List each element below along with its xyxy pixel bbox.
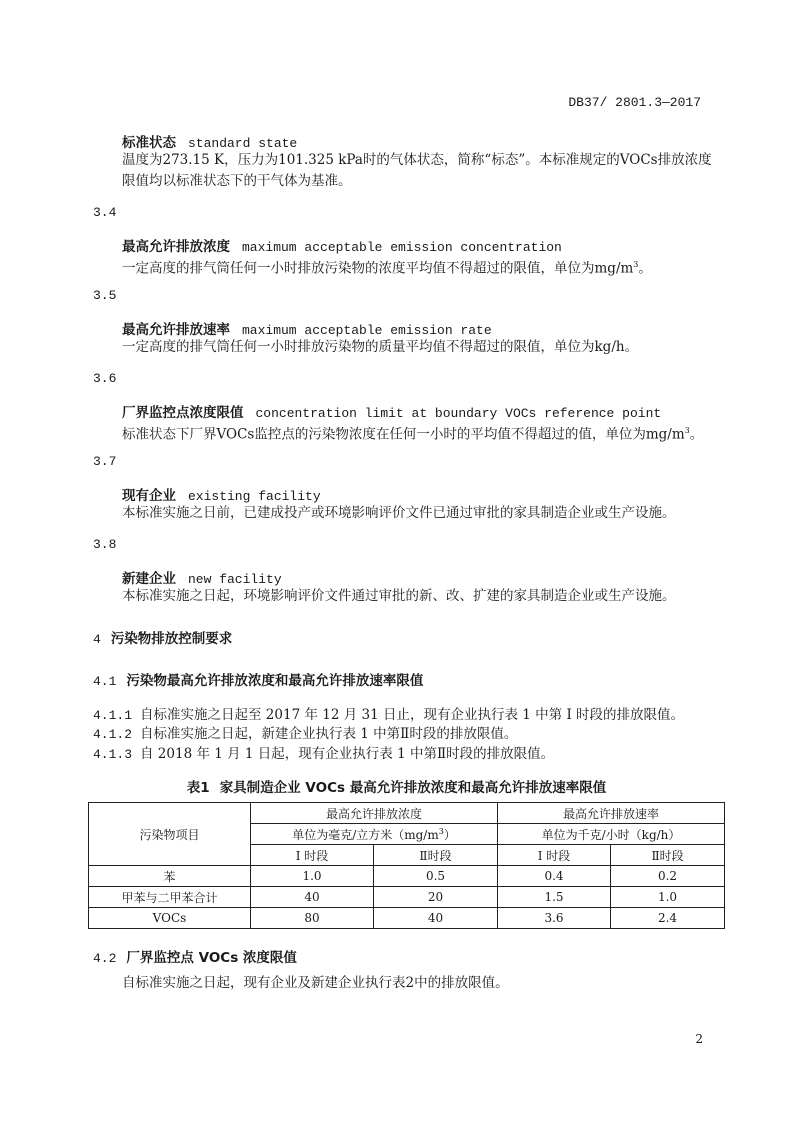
term-zh: 标准状态	[122, 135, 176, 151]
cell-concentration-p1: 40	[251, 887, 374, 908]
concentration-unit	[251, 824, 498, 845]
term-max-emission-rate	[122, 318, 492, 338]
table-caption-title: 家具制造企业 VOCs 最高允许排放浓度和最高允许排放速率限值	[219, 780, 607, 796]
section-heading	[93, 627, 232, 647]
term-desc-line: 本标准实施之日起，环境影响评价文件通过审批的新、改、扩建的家具制造企业或生产设施。	[122, 588, 676, 604]
column-header-period-2: Ⅱ时段	[374, 845, 498, 866]
table-caption	[0, 776, 793, 796]
page-number: 2	[695, 1032, 703, 1046]
cell-rate-p2: 0.2	[611, 866, 725, 887]
rate-unit: 单位为千克/小时（kg/h）	[498, 824, 725, 845]
clause-number: 3.6	[93, 371, 117, 386]
term-zh: 厂界监控点浓度限值	[122, 405, 244, 421]
term-en: concentration limit at boundary VOCs reference point	[255, 406, 662, 421]
section-number: 4	[93, 632, 101, 647]
section-number: 4.2	[93, 951, 117, 966]
superscript: 3	[633, 260, 639, 269]
column-header-period-1: I 时段	[498, 845, 611, 866]
clause-number: 3.4	[93, 205, 117, 220]
term-boundary-limit	[122, 401, 661, 421]
term-zh: 最高允许排放浓度	[122, 239, 230, 255]
clause-text: 自 2018 年 1 月 1 日起，现有企业执行表 1 中第Ⅱ时段的排放限值。	[140, 746, 555, 762]
clause-4-1-2	[93, 722, 517, 742]
term-desc-line: 本标准实施之日前，已建成投产或环境影响评价文件已通过审批的家具制造企业或生产设施。	[122, 505, 676, 521]
term-zh: 现有企业	[122, 488, 176, 504]
clause-number: 4.1.1	[93, 708, 133, 723]
clause-number: 3.8	[93, 537, 117, 552]
table-caption-number: 表1	[186, 780, 210, 796]
cell-concentration-p2: 40	[374, 908, 498, 929]
table-row	[89, 887, 725, 908]
document-code: DB37/ 2801.3—2017	[568, 95, 701, 110]
term-desc-end: 。	[689, 426, 704, 443]
section-number: 4.1	[93, 674, 117, 689]
table-row	[89, 866, 725, 887]
column-header-period-2: Ⅱ时段	[611, 845, 725, 866]
column-group-header-rate: 最高允许排放速率	[498, 803, 725, 824]
cell-rate-p2: 1.0	[611, 887, 725, 908]
clause-number: 4.1.2	[93, 727, 133, 742]
section-title: 污染物排放控制要求	[110, 631, 233, 647]
subsection-heading	[93, 669, 423, 689]
clause-number: 3.7	[93, 454, 117, 469]
column-group-header-concentration: 最高允许排放浓度	[251, 803, 498, 824]
row-item: 苯	[89, 866, 251, 887]
term-desc	[122, 420, 703, 446]
term-existing-facility	[122, 484, 321, 504]
cell-concentration-p1: 80	[251, 908, 374, 929]
column-header-period-1: I 时段	[251, 845, 374, 866]
term-en: standard state	[188, 136, 298, 151]
subsection-heading	[93, 946, 297, 966]
cell-concentration-p2: 20	[374, 887, 498, 908]
term-desc-text: 一定高度的排气筒任何一小时排放污染物的浓度平均值不得超过的限值，单位为mg/m	[122, 260, 634, 277]
section-4-2-text: 自标准实施之日起，现有企业及新建企业执行表2中的排放限值。	[122, 975, 509, 991]
emission-limits-table	[88, 802, 725, 929]
term-desc-text: 标准状态下厂界VOCs监控点的污染物浓度在任何一小时的平均值不得超过的值，单位为mg/m	[122, 426, 685, 443]
term-desc-line: 一定高度的排气筒任何一小时排放污染物的质量平均值不得超过的限值，单位为kg/h。	[122, 339, 639, 355]
term-standard-state	[122, 131, 297, 151]
term-en: existing facility	[188, 489, 321, 504]
term-desc-line: 温度为273.15 K，压力为101.325 kPa时的气体状态，简称“标态”。本标准规定的VOCs排放浓度	[122, 152, 712, 168]
clause-4-1-1	[93, 703, 684, 723]
cell-rate-p2: 2.4	[611, 908, 725, 929]
unit-end: ）	[443, 827, 456, 842]
term-new-facility	[122, 567, 282, 587]
cell-rate-p1: 3.6	[498, 908, 611, 929]
term-zh: 新建企业	[122, 571, 176, 587]
row-item: 甲苯与二甲苯合计	[89, 887, 251, 908]
clause-number: 3.5	[93, 288, 117, 303]
term-zh: 最高允许排放速率	[122, 322, 230, 338]
term-en: maximum acceptable emission rate	[242, 323, 492, 338]
term-desc-end: 。	[638, 260, 652, 277]
column-header-item: 污染物项目	[89, 803, 251, 866]
term-en: new facility	[188, 572, 282, 587]
superscript: 3	[684, 426, 690, 435]
term-en: maximum acceptable emission concentration	[242, 240, 562, 255]
section-title: 厂界监控点 VOCs 浓度限值	[126, 950, 297, 966]
table-row	[89, 908, 725, 929]
cell-concentration-p1: 1.0	[251, 866, 374, 887]
term-max-emission-concentration	[122, 235, 562, 255]
clause-text: 自标准实施之日起，新建企业执行表 1 中第Ⅱ时段的排放限值。	[140, 726, 518, 742]
clause-4-1-3	[93, 742, 554, 762]
cell-rate-p1: 0.4	[498, 866, 611, 887]
superscript: 3	[438, 826, 444, 836]
term-desc	[122, 254, 652, 280]
clause-text: 自标准实施之日起至 2017 年 12 月 31 日止，现有企业执行表 1 中第 I 时段的排放限值。	[140, 707, 685, 723]
unit-text: 单位为毫克/立方米（mg/m	[292, 827, 439, 842]
section-title: 污染物最高允许排放浓度和最高允许排放速率限值	[126, 673, 424, 689]
row-item: VOCs	[89, 908, 251, 929]
term-desc-line: 限值均以标准状态下的干气体为基准。	[122, 173, 352, 189]
cell-rate-p1: 1.5	[498, 887, 611, 908]
cell-concentration-p2: 0.5	[374, 866, 498, 887]
clause-number: 4.1.3	[93, 747, 133, 762]
